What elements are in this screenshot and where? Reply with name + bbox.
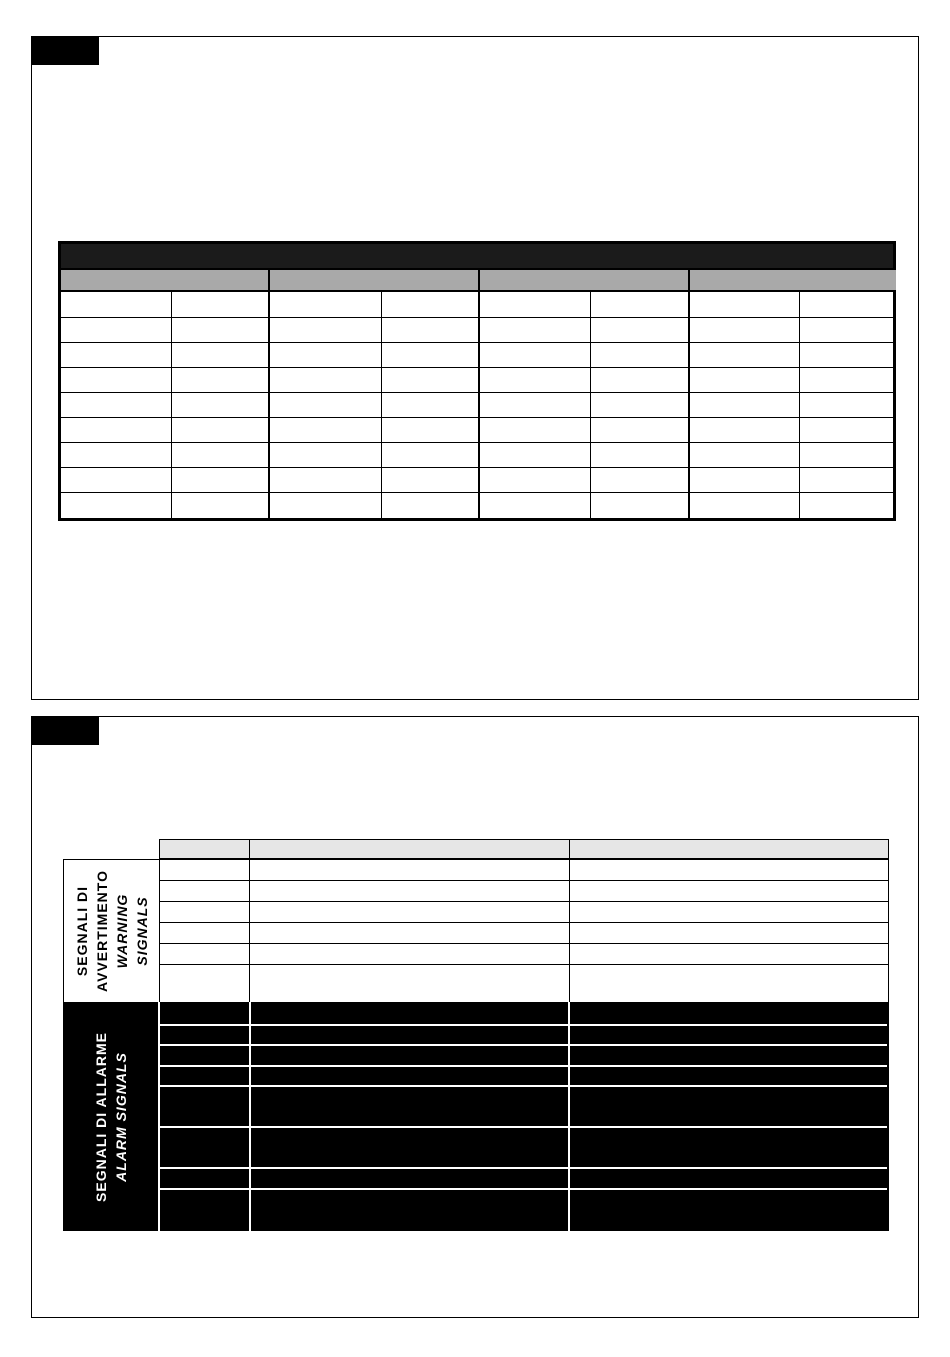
row-divider: [61, 367, 893, 368]
signals-header-code: [159, 839, 250, 859]
settings-table: [58, 241, 896, 521]
warning-row-cause: [249, 922, 570, 944]
row-divider: [61, 342, 893, 343]
warning-signals-label: [63, 859, 160, 1003]
section-tag-bottom: [32, 717, 99, 745]
warning-row-remedy: [569, 964, 889, 1003]
warning-row-cause: [249, 859, 570, 881]
warning-row-remedy: [569, 922, 889, 944]
alarm-row-divider: [160, 1126, 887, 1128]
group-divider: [268, 268, 270, 518]
row-divider: [61, 392, 893, 393]
warning-row-code: [159, 901, 250, 923]
group-divider: [478, 268, 480, 518]
column-divider: [590, 292, 591, 518]
settings-group-header-3: [480, 268, 688, 292]
alarm-row-divider: [160, 1085, 887, 1087]
row-divider: [61, 467, 893, 468]
warning-label-it-1: SEGNALI DI: [73, 885, 90, 977]
alarm-row-divider: [160, 1044, 887, 1046]
alarm-row-divider: [160, 1167, 887, 1169]
settings-table-title-bar: [61, 244, 893, 268]
warning-row-code: [159, 859, 250, 881]
alarm-label-it: SEGNALI DI ALLARME: [93, 1031, 109, 1202]
warning-row-cause: [249, 901, 570, 923]
top-section-panel: [31, 36, 919, 700]
warning-row-remedy: [569, 880, 889, 902]
column-divider: [381, 292, 382, 518]
warning-label-en-1: WARNING: [113, 893, 130, 969]
column-divider: [799, 292, 800, 518]
warning-label-it-2: AVVERTIMENTO: [93, 870, 110, 992]
row-divider: [61, 442, 893, 443]
warning-row-remedy: [569, 901, 889, 923]
warning-row-cause: [249, 964, 570, 1003]
alarm-column-divider: [568, 1002, 570, 1231]
warning-row-remedy: [569, 859, 889, 881]
alarm-signals-block: [63, 1002, 889, 1231]
row-divider: [61, 492, 893, 493]
signals-header-remedy: [569, 839, 889, 859]
warning-row-cause: [249, 943, 570, 965]
alarm-column-divider: [249, 1002, 251, 1231]
alarm-row-divider: [160, 1065, 887, 1067]
section-tag-top: [32, 37, 99, 65]
alarm-signals-label: [63, 1002, 159, 1231]
settings-group-header-2: [270, 268, 478, 292]
warning-row-code: [159, 964, 250, 1003]
signals-header-cause: [249, 839, 570, 859]
settings-group-header-4: [690, 268, 896, 292]
row-divider: [61, 317, 893, 318]
warning-label-en-2: SIGNALS: [133, 896, 150, 966]
row-divider: [61, 417, 893, 418]
warning-row-code: [159, 922, 250, 944]
group-divider: [688, 268, 690, 518]
warning-row-remedy: [569, 943, 889, 965]
warning-row-cause: [249, 880, 570, 902]
alarm-label-en: ALARM SIGNALS: [113, 1051, 129, 1182]
column-divider: [171, 292, 172, 518]
warning-row-code: [159, 943, 250, 965]
alarm-row-divider: [160, 1024, 887, 1026]
alarm-row-divider: [160, 1188, 887, 1190]
warning-row-code: [159, 880, 250, 902]
settings-group-header-1: [61, 268, 269, 292]
